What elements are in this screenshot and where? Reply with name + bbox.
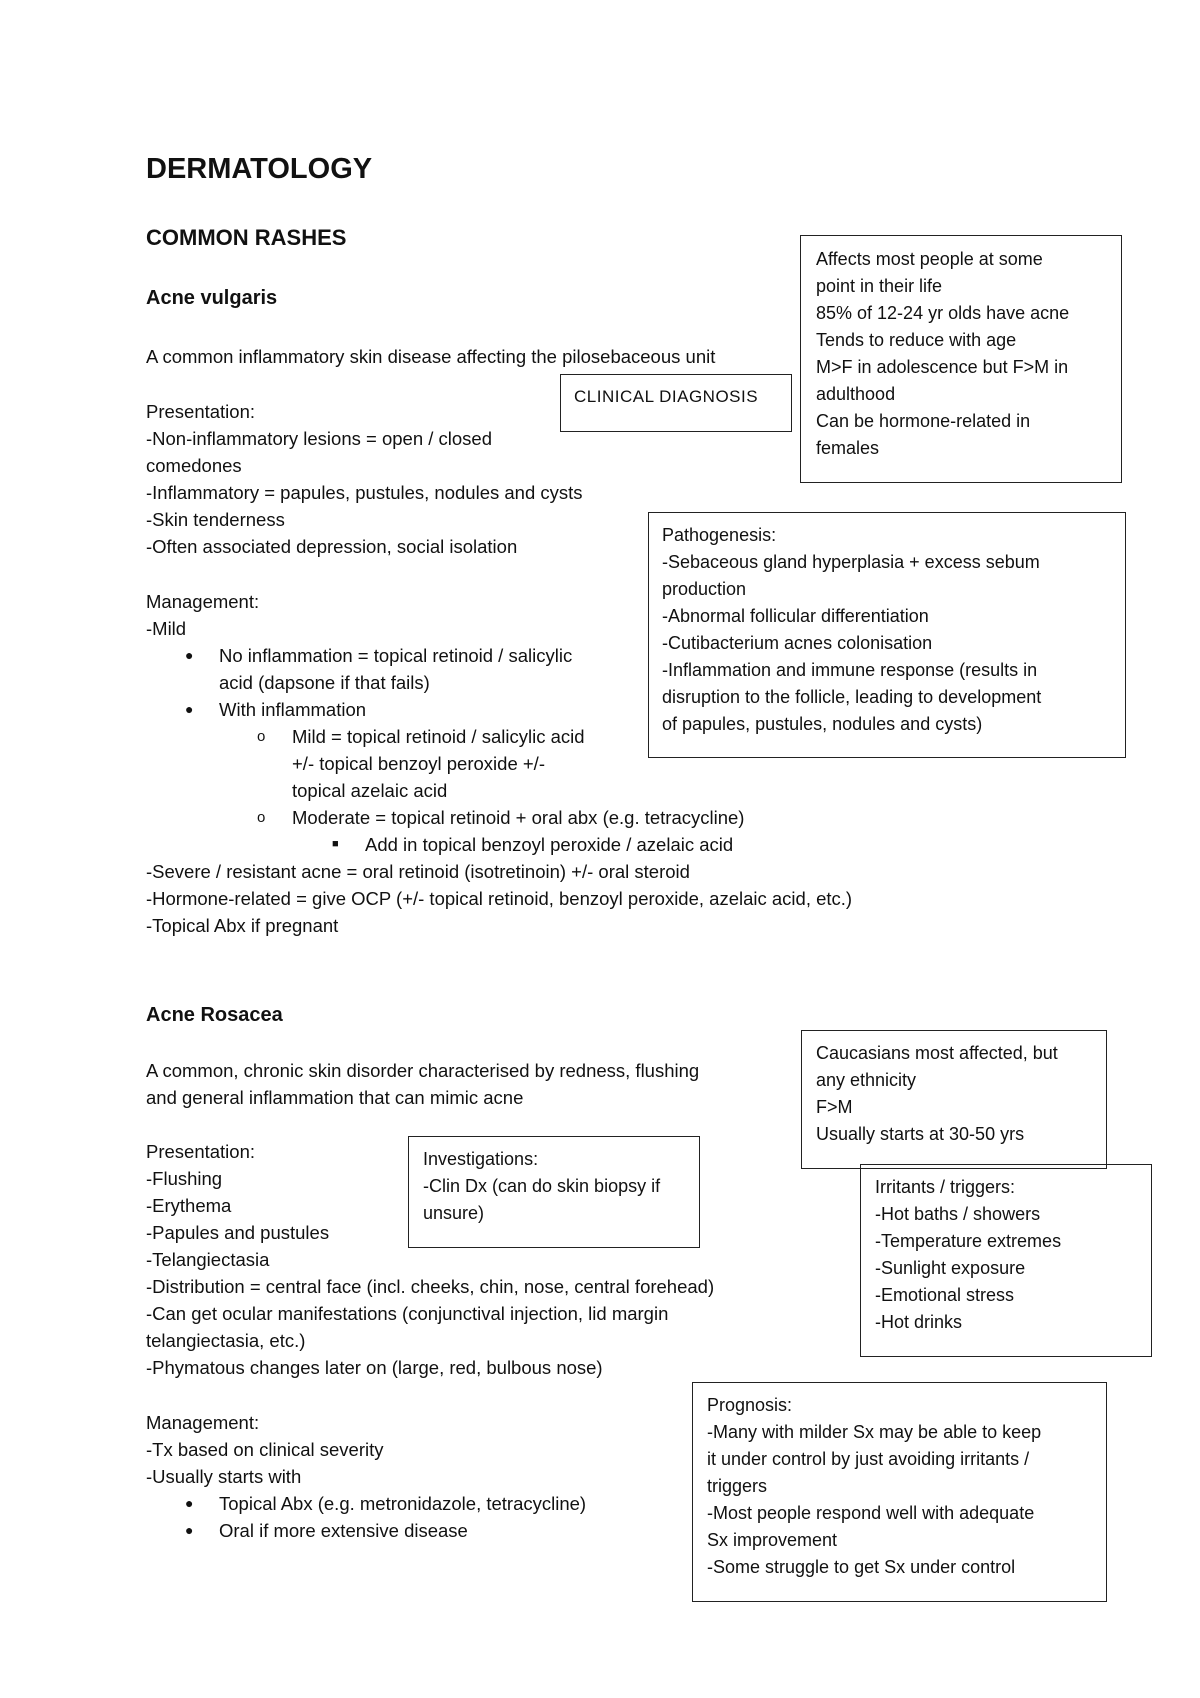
investigations-line: unsure) (423, 1203, 485, 1223)
pathogenesis-line: Pathogenesis: (662, 525, 777, 545)
rosacea-definition: A common, chronic skin disorder characterised by redness, flushing (146, 1060, 700, 1081)
prognosis-line: Sx improvement (707, 1530, 838, 1550)
square-bullet-icon: ■ (332, 838, 339, 850)
investigations-box (408, 1136, 700, 1248)
presentation-line: -Often associated depression, social isolation (146, 536, 518, 557)
rosacea-presentation-line: -Phymatous changes later on (large, red, bulbous nose) (146, 1357, 603, 1378)
sub-bullet-icon: o (257, 728, 266, 745)
bullet-icon: ● (185, 1522, 194, 1538)
management-line: With inflammation (219, 699, 367, 720)
rosacea-presentation-line: -Erythema (146, 1195, 232, 1216)
rosacea-epidemiology-line: Usually starts at 30-50 yrs (816, 1124, 1025, 1144)
rosacea-management-label: Management: (146, 1412, 260, 1433)
pathogenesis-line: -Abnormal follicular differentiation (662, 606, 929, 626)
prognosis-line: it under control by just avoiding irritants / (707, 1449, 1030, 1469)
rosacea-presentation-line: -Papules and pustules (146, 1222, 330, 1243)
sub-bullet-icon: o (257, 809, 266, 826)
epidemiology-line: 85% of 12-24 yr olds have acne (816, 303, 1070, 323)
presentation-line: comedones (146, 455, 242, 476)
pathogenesis-line: of papules, pustules, nodules and cysts) (662, 714, 983, 734)
rosacea-presentation-line: -Distribution = central face (incl. cheeks, chin, nose, central forehead) (146, 1276, 715, 1297)
rosacea-epidemiology-line: F>M (816, 1097, 853, 1117)
epidemiology-line: Can be hormone-related in (816, 411, 1031, 431)
epidemiology-line: adulthood (816, 384, 896, 404)
investigations-line: Investigations: (423, 1149, 539, 1169)
management-line: +/- topical benzoyl peroxide +/- (292, 753, 545, 774)
epidemiology-line: Tends to reduce with age (816, 330, 1017, 350)
irritants-line: -Hot baths / showers (875, 1204, 1041, 1224)
management-line: -Hormone-related = give OCP (+/- topical retinoid, benzoyl peroxide, azelaic acid, etc.) (146, 888, 853, 909)
pathogenesis-box (648, 512, 1126, 758)
rosacea-epidemiology-line: Caucasians most affected, but (816, 1043, 1058, 1063)
rosacea-presentation-label: Presentation: (146, 1141, 256, 1162)
management-line: -Severe / resistant acne = oral retinoid (isotretinoin) +/- oral steroid (146, 861, 690, 882)
rosacea-presentation-line: telangiectasia, etc.) (146, 1330, 306, 1351)
rosacea-management-line: -Usually starts with (146, 1466, 302, 1487)
section-heading: COMMON RASHES (146, 225, 347, 250)
irritants-line: Irritants / triggers: (875, 1177, 1016, 1197)
prognosis-line: -Some struggle to get Sx under control (707, 1557, 1016, 1577)
presentation-line: -Non-inflammatory lesions = open / closed (146, 428, 493, 449)
acne-vulgaris-definition: A common inflammatory skin disease affecting the pilosebaceous unit (146, 346, 716, 367)
pathogenesis-line: production (662, 579, 747, 599)
irritants-line: -Hot drinks (875, 1312, 963, 1332)
irritants-line: -Emotional stress (875, 1285, 1015, 1305)
acne-rosacea-heading: Acne Rosacea (146, 1004, 283, 1026)
rosacea-definition: and general inflammation that can mimic acne (146, 1087, 524, 1108)
rosacea-presentation-line: -Telangiectasia (146, 1249, 270, 1270)
clinical-diagnosis-label: CLINICAL DIAGNOSIS (574, 387, 759, 406)
epidemiology-line: point in their life (816, 276, 943, 296)
rosacea-management-bullet: Oral if more extensive disease (219, 1520, 468, 1541)
epidemiology-line: females (816, 438, 880, 458)
irritants-line: -Sunlight exposure (875, 1258, 1026, 1278)
presentation-label: Presentation: (146, 401, 256, 422)
presentation-line: -Inflammatory = papules, pustules, nodules and cysts (146, 482, 583, 503)
pathogenesis-line: -Cutibacterium acnes colonisation (662, 633, 933, 653)
rosacea-epidemiology-line: any ethnicity (816, 1070, 917, 1090)
acne-vulgaris-heading: Acne vulgaris (146, 287, 278, 309)
prognosis-box (692, 1382, 1107, 1602)
irritants-box (860, 1164, 1152, 1357)
rosacea-presentation-line: -Flushing (146, 1168, 223, 1189)
epidemiology-line: Affects most people at some (816, 249, 1043, 269)
epidemiology-line: M>F in adolescence but F>M in (816, 357, 1069, 377)
pathogenesis-line: disruption to the follicle, leading to development (662, 687, 1042, 707)
bullet-icon: ● (185, 701, 194, 717)
bullet-icon: ● (185, 1495, 194, 1511)
presentation-line: -Skin tenderness (146, 509, 285, 530)
prognosis-line: -Many with milder Sx may be able to keep (707, 1422, 1042, 1442)
acne-epidemiology-box (800, 235, 1122, 483)
management-line: topical azelaic acid (292, 780, 448, 801)
rosacea-management-line: -Tx based on clinical severity (146, 1439, 384, 1460)
management-line: -Mild (146, 618, 187, 639)
management-line: -Topical Abx if pregnant (146, 915, 339, 936)
bullet-icon: ● (185, 647, 194, 663)
rosacea-epidemiology-box (801, 1030, 1107, 1169)
page-title: DERMATOLOGY (146, 153, 373, 185)
prognosis-line: -Most people respond well with adequate (707, 1503, 1035, 1523)
rosacea-management-bullet: Topical Abx (e.g. metronidazole, tetracycline) (219, 1493, 587, 1514)
management-line: Moderate = topical retinoid + oral abx (e.g. tetracycline) (292, 807, 745, 828)
prognosis-line: Prognosis: (707, 1395, 793, 1415)
management-line: acid (dapsone if that fails) (219, 672, 430, 693)
management-line: Add in topical benzoyl peroxide / azelaic acid (365, 834, 734, 855)
investigations-line: -Clin Dx (can do skin biopsy if (423, 1176, 661, 1196)
clinical-diagnosis-box (560, 374, 792, 432)
management-line: No inflammation = topical retinoid / salicylic (219, 645, 573, 666)
irritants-line: -Temperature extremes (875, 1231, 1062, 1251)
management-label: Management: (146, 591, 260, 612)
pathogenesis-line: -Sebaceous gland hyperplasia + excess sebum (662, 552, 1040, 572)
rosacea-presentation-line: -Can get ocular manifestations (conjunctival injection, lid margin (146, 1303, 669, 1324)
management-line: Mild = topical retinoid / salicylic acid (292, 726, 585, 747)
pathogenesis-line: -Inflammation and immune response (results in (662, 660, 1038, 680)
prognosis-line: triggers (707, 1476, 768, 1496)
